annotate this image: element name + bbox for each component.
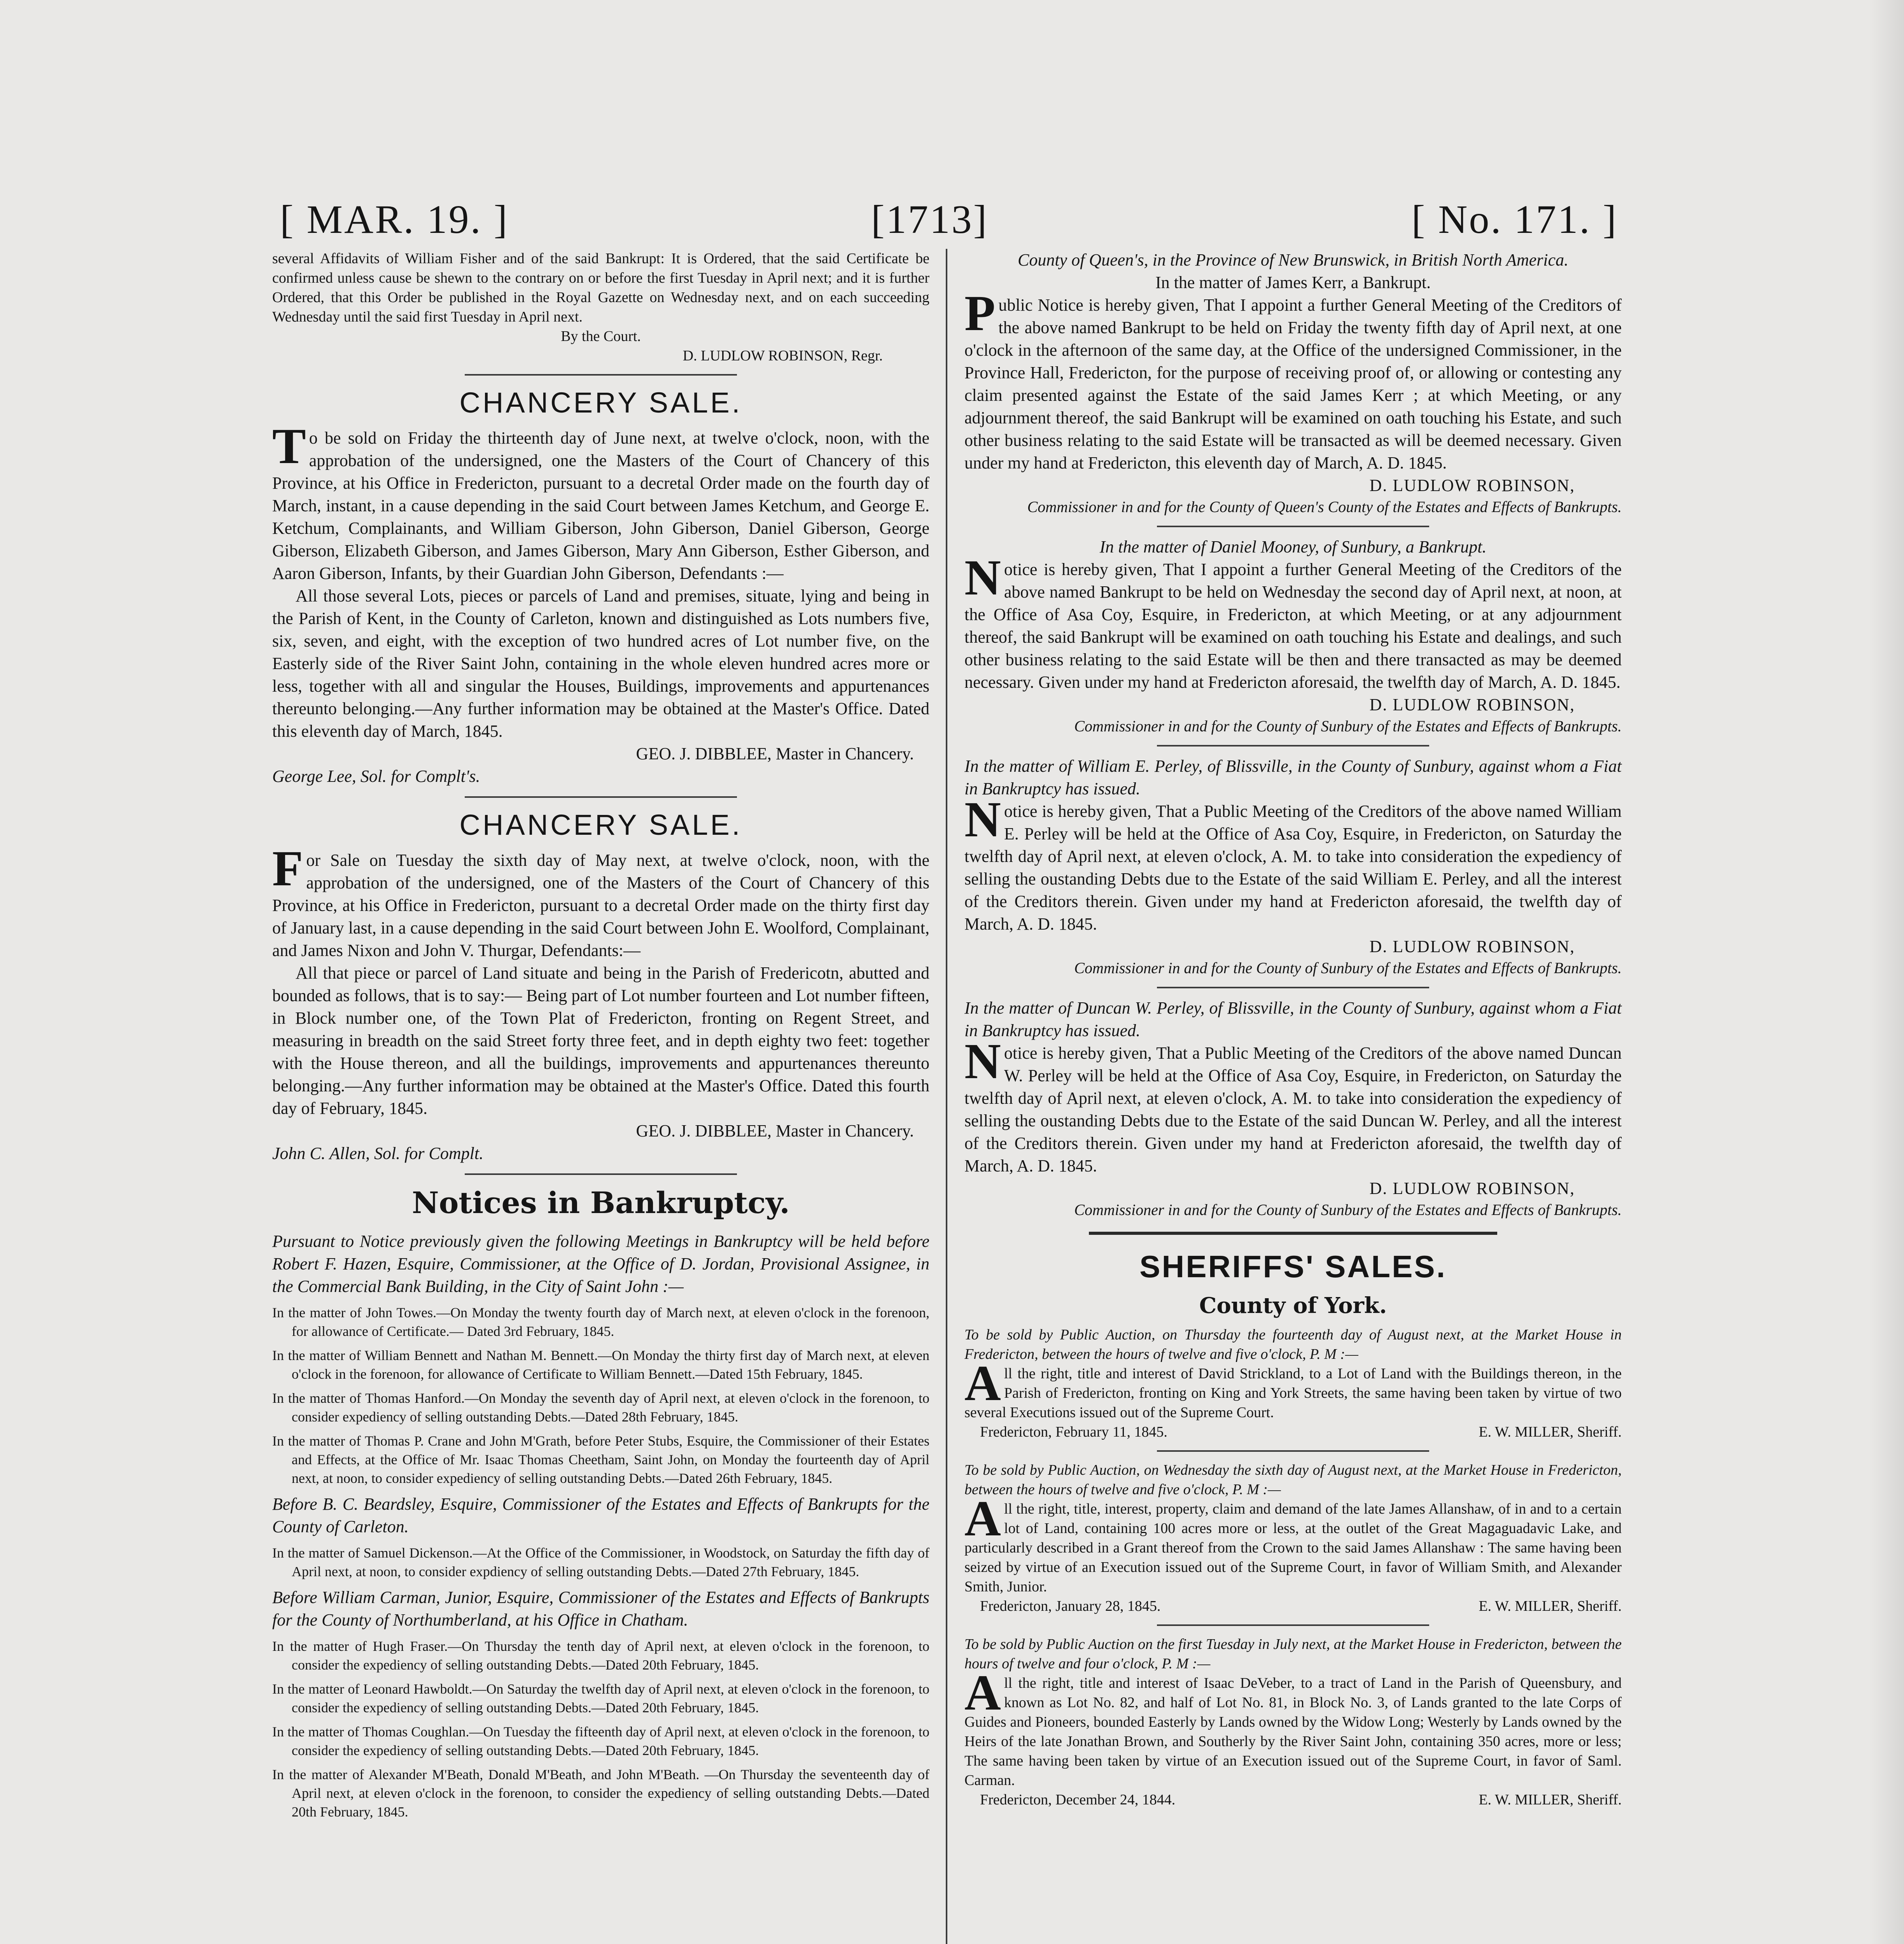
- sale-2-signature-row: [964, 1596, 1622, 1616]
- chancery-sale-1-title: CHANCERY SALE.: [459, 386, 742, 419]
- chancery-sale-1-terms: To be sold on Friday the thirteenth day of June next, at twelve o'clock, noon, with the approbation of the undersigned, one the Masters of the Court of Chancery of this Province, at his Office in Fredericton, pursuant to a decretal Order made on the fourth day of March, instant, in a cause depending in the said Court between James Ketchum, and George E. Ketchum, Complainants, and William Giberson, John Giberson, Daniel Giberson, George Giberson, Elizabeth Giberson, and James Giberson, Mary Ann Giberson, Esther Giberson, and Aaron Giberson, Infants, by their Guardian John Giberson, Defendants :—: [272, 418, 929, 583]
- bankruptcy-item: In the matter of Samuel Dickenson.—At the Office of the Commissioner, in Woodstock, on Saturday the fifth day of April next, at noon, to consider expdiency of selling outstanding Debts.—Dated 27th February, 1845.: [272, 1545, 929, 1579]
- page-edge-shadow: [1869, 0, 1904, 1944]
- mooney-notice: Notice is hereby given, That I appoint a further General Meeting of the Creditors of the above named Bankrupt to be held on Wednesday the second day of April next, at noon, at the Office of Asa Coy, Esquire, in Fredericton, at which Meeting, or at any adjournment thereof, the said Bankrupt will be examined on oath touching his Estate and dealings, and such other business relating to the said Estate will be then and there transacted as may be deemed necessary. Given under my hand at Fredericton aforesaid, the twelfth day of March, A. D. 1845.: [964, 550, 1622, 692]
- dperley-signature-title: Commissioner in and for the County of Sunbury of the Estates and Effects of Bankrupts.: [1074, 1201, 1622, 1218]
- bankruptcy-item: In the matter of Hugh Fraser.—On Thursday the tenth day of April next, at eleven o'clock in the forenoon, to consider the expediency of selling outstanding Debts.—Dated 20th February, 1845.: [272, 1638, 929, 1673]
- bankruptcy-item: In the matter of Alexander M'Beath, Donald M'Beath, and John M'Beath. —On Thursday the seventeenth day of April next, at eleven o'clock in the forenoon, to consider the expediency of selling outstanding Debts.—Dated 20th February, 1845.: [272, 1767, 929, 1820]
- chancery-sale-1-solicitor: George Lee, Sol. for Complt's.: [272, 767, 480, 786]
- sale-3-signature-row: [964, 1790, 1622, 1809]
- wperley-signature-title: Commissioner in and for the County of Sunbury of the Estates and Effects of Bankrupts.: [1074, 959, 1622, 977]
- county-of-york-heading: County of York.: [1199, 1293, 1387, 1318]
- mooney-matter: In the matter of Daniel Mooney, of Sunbury, a Bankrupt.: [1099, 537, 1487, 556]
- mooney-signature: D. LUDLOW ROBINSON,: [1369, 695, 1575, 714]
- bankruptcy-intro: Pursuant to Notice previously given the following Meetings in Bankruptcy will be held before Robert F. Hazen, Esquire, Commissioner, at the Office of D. Jordan, Provisional Assignee, in the Commercial Bank Building, in the City of Saint John :—: [272, 1232, 929, 1296]
- right-column: [964, 249, 1622, 1809]
- issue-date: [ MAR. 19. ]: [280, 197, 509, 242]
- rule: [465, 1173, 737, 1175]
- court-order-by: By the Court.: [561, 328, 641, 344]
- sale-1-signature-row: [964, 1422, 1622, 1442]
- chancery-sale-2-signature: GEO. J. DIBBLEE, Master in Chancery.: [636, 1121, 914, 1140]
- rule: [1157, 1624, 1429, 1626]
- dperley-notice: Notice is hereby given, That a Public Meeting of the Creditors of the above named Duncan W. Perley will be held at the Office of Asa Coy, Esquire, in Fredericton, on Saturday the twelfth day of April next, at eleven o'clock, A. M. to take into consideration the expediency of selling the oustanding Debts due to the Estate of the said Duncan W. Perley, and all the interest of the Creditors therein. Given under my hand at Fredericton aforesaid, the twelfth day of March, A. D. 1845.: [964, 1033, 1622, 1175]
- sale-2-terms: To be sold by Public Auction, on Wednesday the sixth day of August next, at the Market House in Fredericton, between the hours of twelve and five o'clock, P. M :—: [964, 1462, 1622, 1498]
- bankruptcy-item: In the matter of Thomas Coughlan.—On Tuesday the fifteenth day of April next, at eleven o'clock in the forenoon, to consider the expediency of selling outstanding Debts.—Dated 20th February, 1845.: [272, 1724, 929, 1758]
- dperley-signature: D. LUDLOW ROBINSON,: [1369, 1179, 1575, 1198]
- chancery-sale-2-terms: For Sale on Tuesday the sixth day of May next, at twelve o'clock, noon, with the approbation of the undersigned, one of the Masters of the Court of Chancery of this Province, at his Office in Fredericton, pursuant to a decretal Order made on the thirty first day of January last, in a cause depending in the said Court between John E. Woolford, Complainant, and James Nixon and John V. Thurgar, Defendants:—: [272, 841, 929, 960]
- court-order-continuation: several Affidavits of William Fisher and of the said Bankrupt: It is Ordered, that the said Certificate be confirmed unless cause be shewn to the contrary on or before the first Tuesday in April next; and it is further Ordered, that this Order be published in the Royal Gazette on Wednesday next, and on each succeeding Wednesday until the said first Tuesday in April next.: [272, 250, 929, 325]
- chancery-sale-2-title: CHANCERY SALE.: [459, 809, 742, 841]
- chancery-sale-1-signature: GEO. J. DIBBLEE, Master in Chancery.: [636, 744, 914, 763]
- chancery-sale-1-property: All those several Lots, pieces or parcels of Land and premises, situate, lying and being in the Parish of Kent, in the County of Carleton, known and distinguished as Lots numbers five, six, seven, and eight, with the exception of two hundred acres of Lot number five, on the Easterly side of the River Saint John, containing in the whole eleven hundred acres more or less, together with all and singular the Houses, Buildings, improvements and appurtenances thereunto belonging.—Any further information may be obtained at the Master's Office. Dated this eleventh day of March, 1845.: [272, 586, 929, 741]
- sale-2-place-date: Fredericton, January 28, 1845.: [980, 1598, 1161, 1614]
- sale-1-place-date: Fredericton, February 11, 1845.: [980, 1424, 1167, 1440]
- sale-1-sheriff: E. W. MILLER, Sheriff.: [1479, 1424, 1622, 1440]
- kerr-matter: In the matter of James Kerr, a Bankrupt.: [1155, 273, 1431, 292]
- sale-2-sheriff: E. W. MILLER, Sheriff.: [1479, 1598, 1622, 1614]
- wperley-matter: In the matter of William E. Perley, of Blissville, in the County of Sunbury, against whom a Fiat in Bankruptcy has issued.: [964, 757, 1622, 798]
- kerr-county: County of Queen's, in the Province of New Brunswick, in British North America.: [1017, 250, 1569, 269]
- wperley-signature: D. LUDLOW ROBINSON,: [1369, 937, 1575, 956]
- dperley-matter: In the matter of Duncan W. Perley, of Blissville, in the County of Sunbury, against whom a Fiat in Bankruptcy has issued.: [964, 998, 1622, 1040]
- sale-3-sheriff: E. W. MILLER, Sheriff.: [1479, 1792, 1622, 1808]
- bankruptcy-item: In the matter of Thomas Hanford.—On Monday the seventh day of April next, at eleven o'clock in the forenoon, to consider expediency of selling outstanding Debts.—Dated 28th February, 1845.: [272, 1390, 929, 1425]
- column-divider: [946, 249, 947, 1944]
- chancery-sale-2-solicitor: John C. Allen, Sol. for Complt.: [272, 1144, 484, 1163]
- rule: [465, 796, 737, 798]
- sale-1-body: All the right, title and interest of David Strickland, to a Lot of Land with the Buildings thereon, in the Parish of Fredericton, fronting on King and York Streets, the same having been taken by virtue of two several Executions issued out of the Supreme Court.: [964, 1355, 1622, 1421]
- kerr-signature-title: Commissioner in and for the County of Queen's County of the Estates and Effects of Bankrupts.: [1027, 498, 1622, 516]
- kerr-signature: D. LUDLOW ROBINSON,: [1369, 476, 1575, 495]
- bankruptcy-item: In the matter of John Towes.—On Monday the twenty fourth day of March next, at eleven o'clock in the forenoon, for allowance of Certificate.— Dated 3rd February, 1845.: [272, 1305, 929, 1339]
- chancery-sale-2-property: All that piece or parcel of Land situate and being in the Parish of Fredericotn, abutted and bounded as follows, that is to say:— Being part of Lot number fourteen and Lot number fifteen, in Block number one, of the Town Plat of Fredericton, fronting on Regent Street, and measuring in breadth on the said Street forty three feet, and in depth eighty two feet: together with the House thereon, and all the buildings, improvements and appurtenances thereunto belonging.—Any further information may be obtained at the Master's Office. Dated this fourth day of February, 1845.: [272, 963, 929, 1118]
- rule: [1157, 526, 1429, 527]
- wperley-notice: Notice is hereby given, That a Public Meeting of the Creditors of the above named William E. Perley will be held at the Office of Asa Coy, Esquire, in Fredericton, on Saturday the twelfth day of April next, at eleven o'clock, A. M. to take into consideration the expediency of selling the oustanding Debts due to the Estate of the said William E. Perley, and all the interest of the Creditors therein. Given under my hand at Fredericton aforesaid, the twelfth day of March, A. D. 1845.: [964, 792, 1622, 934]
- kerr-notice: Public Notice is hereby given, That I appoint a further General Meeting of the Creditors of the above named Bankrupt to be held on Friday the twenty fifth day of April next, at one o'clock in the afternoon of the same day, at the Office of the undersigned Commissioner, in the Province Hall, Fredericton, for the purpose of receiving proof of, or allowing or contesting any claim presented against the Estate of the said James Kerr ; at which Meeting, or any adjournment thereof, the said Bankrupt will be examined on oath touching his Estate, and such other business relating to the said Estate will be transacted as will be deemed necessary. Given under my hand at Fredericton, this eleventh day of March, A. D. 1845.: [964, 285, 1622, 472]
- bankruptcy-commissioner-carleton: Before B. C. Beardsley, Esquire, Commissioner of the Estates and Effects of Bankrupts for the County of Carleton.: [272, 1495, 929, 1536]
- rule: [1157, 1450, 1429, 1452]
- issue-number: [ No. 171. ]: [1411, 197, 1618, 242]
- bankruptcy-item: In the matter of William Bennett and Nathan M. Bennett.—On Monday the thirty first day of March next, at eleven o'clock in the forenoon, for allowance of Certificate to William Bennett.—Dated 15th February, 1845.: [272, 1348, 929, 1382]
- sale-3-place-date: Fredericton, December 24, 1844.: [980, 1792, 1176, 1808]
- bankruptcy-notices-title: Notices in Bankruptcy.: [412, 1185, 790, 1220]
- bankruptcy-item: In the matter of Thomas P. Crane and John M'Grath, before Peter Stubs, Esquire, the Commissioner of their Estates and Effects, at the Office of Mr. Isaac Thomas Cheetham, Saint John, on Monday the fourteenth day of April next, at noon, to consider expediency of selling outstanding Debts.—Dated 26th February, 1845.: [272, 1433, 929, 1486]
- sheriffs-sales-title: SHERIFFS' SALES.: [1139, 1249, 1447, 1284]
- left-column: [272, 249, 929, 1827]
- sale-1-terms: To be sold by Public Auction, on Thursday the fourteenth day of August next, at the Market House in Fredericton, between the hours of twelve and five o'clock, P. M :—: [964, 1327, 1622, 1362]
- mooney-signature-title: Commissioner in and for the County of Sunbury of the Estates and Effects of Bankrupts.: [1074, 717, 1622, 735]
- rule: [1157, 987, 1429, 988]
- court-order-signature: D. LUDLOW ROBINSON, Regr.: [682, 348, 883, 364]
- rule: [465, 374, 737, 376]
- sale-2-body: All the right, title, interest, property, claim and demand of the late James Allanshaw, of in and to a certain lot of Land, containing 100 acres more or less, at the outlet of the Great Magaguadavic Lake, and particularly described in a Grant thereof from the Crown to the said James Allanshaw : The same having been seized by virtue of an Execution issued out of the Supreme Court, in favor of William Smith, and Alexander Smith, Junior.: [964, 1491, 1622, 1595]
- page-number: [1713]: [871, 197, 989, 242]
- sale-3-terms: To be sold by Public Auction on the first Tuesday in July next, at the Market House in Fredericton, between the hours of twelve and four o'clock, P. M :—: [964, 1636, 1622, 1672]
- thick-rule: [1089, 1232, 1497, 1235]
- sale-3-body: All the right, title and interest of Isaac DeVeber, to a tract of Land in the Parish of Queensbury, and known as Lot No. 82, and half of Lot No. 81, in Block No. 3, of Lands granted to the late Corps of Guides and Pioneers, bounded Easterly by Lands owned by the Widow Long; Westerly by Lands owned by the Heirs of the late Jonathan Brown, and Southerly by the River Saint John, containing 350 acres, more or less; The same having been taken by virtue of an Execution issued out of the Supreme Court, in favor of Saml. Carman.: [964, 1665, 1622, 1788]
- bankruptcy-commissioner-northumberland: Before William Carman, Junior, Esquire, Commissioner of the Estates and Effects of Bankrupts for the County of Northumberland, at his Office in Chatham.: [272, 1588, 929, 1629]
- page-header: [280, 196, 1618, 255]
- rule: [1157, 745, 1429, 746]
- bankruptcy-item: In the matter of Leonard Hawboldt.—On Saturday the twelfth day of April next, at eleven o'clock in the forenoon, to consider the expediency of selling outstanding Debts.—Dated 20th February, 1845.: [272, 1681, 929, 1715]
